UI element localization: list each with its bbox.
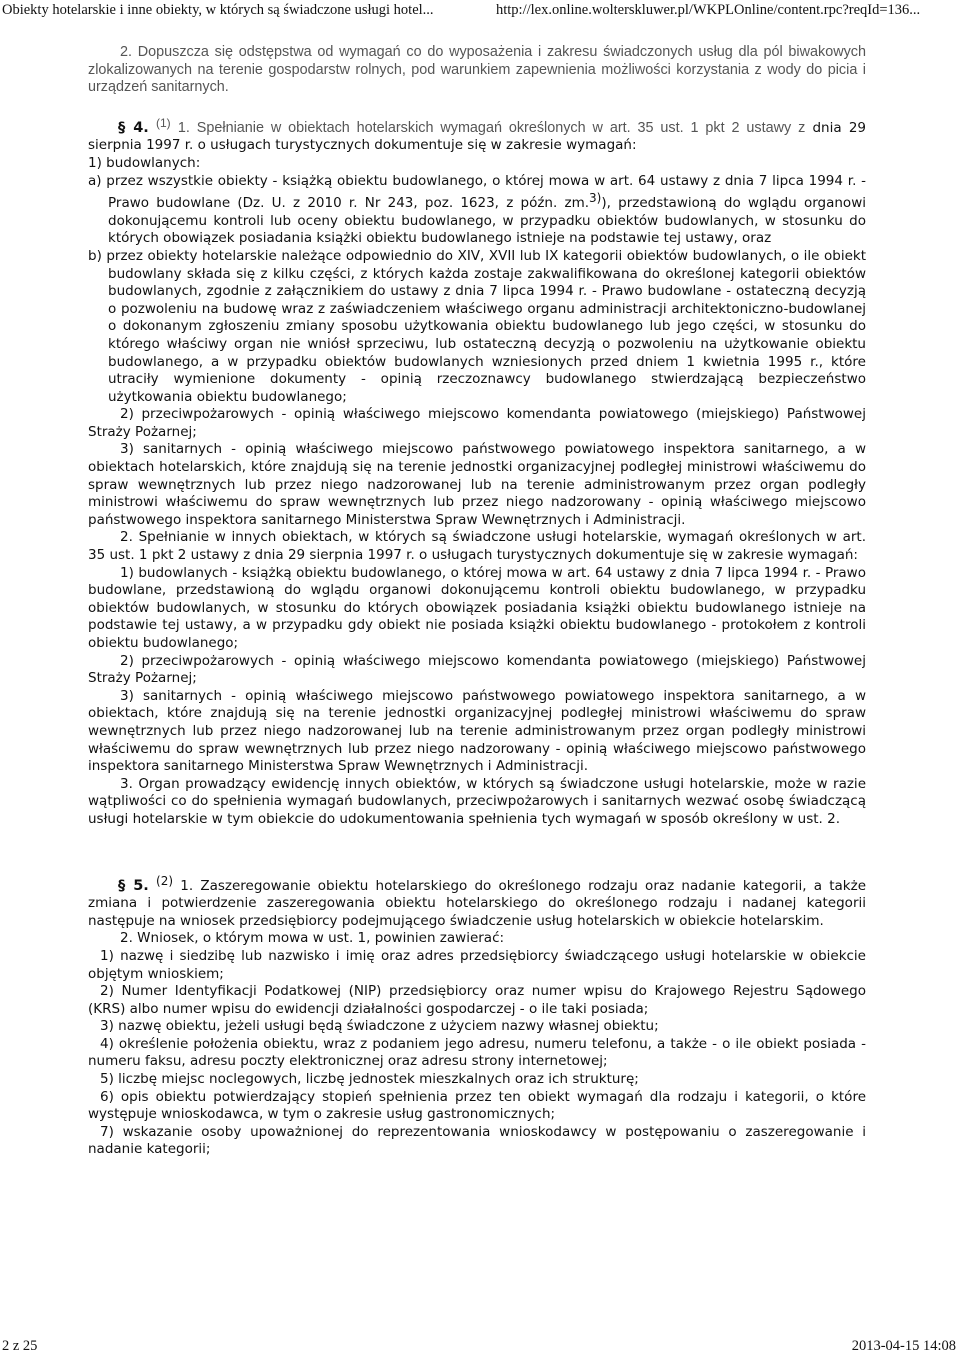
footnote-ref-3[interactable]: 3) [589,191,602,206]
print-footer [0,1338,960,1356]
s5-p1: 1. Zaszeregowanie obiektu hotelarskiego do określonego rodzaju oraz nadanie kategorii, a także zmiana i potwierdzenie zaszeregowania obiektu hotelarskiego do określonego rodzaju i nadanej kategorii następuje na wniosek przedsiębiorcy podejmującego świadczenie usług hotelarskich w obiekcie hotelarskim. [88,877,866,929]
document-body [88,44,866,1159]
section-4-heading [88,115,866,155]
s5-p2-item-2: 2) Numer Identyfikacji Podatkowej (NIP) przedsiębiorcy oraz numer wpisu do Krajowego Rejestru Sądowego (KRS) albo numer wpisu do ewidencji działalności gospodarczej - o ile taki posiada; [88,983,866,1017]
s4-p1-item-1b: b) przez obiekty hotelarskie należące odpowiednio do XIV, XVII lub IX kategorii obiektów budowlanych, o ile obiekt budowlany składa się z kilku części, z których każda zostaje zakwalifikowana do określonej kategorii obiektów budowlanych, zgodnie z załącznikiem do ustawy z dnia 7 lipca 1994 r. - Prawo budowlane - ostateczną decyzją o pozwoleniu na budowę wraz z zaświadczeniem właściwego organu administracji architektoniczno-budowlanej o dokonanym zgłoszeniu zmiany sposobu użytkowania obiektu budowlanego lub jego części, w stosunku do którego właściwy organ nie wniósł sprzeciwu, lub ostateczną decyzją o pozwoleniu na użytkowanie obiektu budowlanego, a w przypadku obiektów budowlanych wzniesionych przed dniem 1 kwietnia 1995 r., które utraciły wymienione dokumenty - opinią rzeczoznawcy budowlanego stwierdzającą bezpieczeństwo użytkowania obiektu budowlanego; [88,247,866,405]
document-title: Obiekty hotelarskie i inne obiekty, w których są świadczone usługi hotel... [2,2,434,18]
s5-p2-item-4: 4) określenie położenia obiektu, wraz z podaniem jego adresu, numeru telefonu, a także - o ile obiekt posiada - numeru faksu, adresu poczty elektronicznej oraz adresu strony internetowej; [88,1035,866,1070]
s4-p3: 3. Organ prowadzący ewidencję innych obiektów, w których są świadczone usługi hotelarskie, może w razie wątpliwości co do spełnienia wymagań budowlanych, przeciwpożarowych i sanitarnych wezwać osobę świadczącą usługi hotelarskie w tym obiekcie do udokumentowania spełnienia tych wymagań w sposób określony w ust. 2. [88,775,866,827]
s5-p2-item-5: 5) liczbę miejsc noclegowych, liczbę jednostek mieszkalnych oraz ich strukturę; [100,1071,639,1088]
s4-p2-item-2: 2) przeciwpożarowych - opinią właściwego miejscowo komendanta powiatowego (miejskiego) Państwowej Straży Pożarnej; [88,652,866,687]
s4-p1-item-2: 2) przeciwpożarowych - opinią właściwego miejscowo komendanta powiatowego (miejskiego) Państwowej Straży Pożarnej; [88,406,866,440]
s4-p2: 2. Spełnianie w innych obiektach, w których są świadczone usługi hotelarskie, wymagań określonych w art. 35 ust. 1 pkt 2 ustawy z dnia 29 sierpnia 1997 r. o usługach turystycznych dokumentuje się w zakresie wymagań: [88,529,866,564]
s4-p1-rest: dnia 29 sierpnia 1997 r. o usługach turystycznych dokumentuje się w zakresie wymagań: [88,119,867,154]
page-number: 2 z 25 [2,1338,38,1354]
s5-p2-item-6: 6) opis obiektu potwierdzający stopień spełnienia przez ten obiekt wymagań dla rodzaju i kategorii, o które występuje wnioskodawca, w tym o zakresie usług gastronomicznych; [88,1088,866,1123]
s4-p1-item-1: 1) budowlanych: [88,154,201,171]
s4-p2-item-3: 3) sanitarnych - opinią właściwego miejscowo państwowego powiatowego inspektora sanitarnego, a w obiektach, które znajdują się na terenie jednostki organizacyjnej podległej ministrowi właściwemu do spraw wewnętrznych lub przez niego nadzorowanej lub na terenie administrowanym przez organ podległy ministrowi właściwemu do spraw wewnętrznych lub przez niego nadzorowany - opinią właściwego miejscowo państwowego inspektora sanitarnego Ministerstwa Spraw Wewnętrznych i Administracji. [88,687,866,775]
s5-p2-item-1: 1) nazwę i siedzibę lub nazwisko i imię oraz adres przedsiębiorcy świadczącego usługi hotelarskie w obiekcie objętym wnioskiem; [88,947,866,982]
s4-p1-gray: 1. Spełnianie w obiektach hotelarskich wymagań określonych w art. 35 ust. 1 pkt 2 ustawy z [177,119,806,136]
s5-p2-item-3: 3) nazwę obiektu, jeżeli usługi będą świadczone z użyciem nazwy własnej obiektu; [100,1018,659,1035]
s5-p2-item-7: 7) wskazanie osoby upoważnionej do reprezentowania wnioskodawcy w postępowaniu o zaszeregowanie i nadanie kategorii; [88,1123,866,1158]
s4-p1-item-1a-text: a) przez wszystkie obiekty - książką obiektu budowlanego, o której mowa w art. 64 ustawy z dnia 7 lipca 1994 r. - Prawo budowlane (Dz. U. z 2010 r. Nr 243, poz. 1623, z późn. zm. [88,172,866,212]
footnote-ref-2[interactable]: (2) [156,873,174,888]
s5-p2: 2. Wniosek, o którym mowa w ust. 1, powinien zawierać: [120,930,505,947]
s4-p1-item-1a [88,173,866,248]
s4-p1-item-1a-rest: ), przedstawioną do wglądu organowi dokonującemu kontroli lub oceny obiektu budowlanego, w przypadku obiektów budowlanych, w stosunku do których obowiązek posiadania książki obiektu budowlanego istnieje na podstawie tej ustawy, oraz [108,195,866,247]
document-url[interactable]: http://lex.online.wolterskluwer.pl/WKPLOnline/content.rpc?reqId=136... [496,2,921,18]
print-header [0,0,960,22]
footnote-ref-1[interactable]: (1) [156,115,171,130]
paragraph-prev-2: 2. Dopuszcza się odstępstwa od wymagań co do wyposażenia i zakresu świadczonych usług dla pól biwakowych zlokalizowanych na terenie gospodarstw rolnych, pod warunkiem zapewnienia możliwości korzystania z wody do picia i urządzeń sanitarnych. [88,44,866,96]
s4-p1-item-3: 3) sanitarnych - opinią właściwego miejscowo państwowego powiatowego inspektora sanitarnego, a w obiektach hotelarskich, które znajdują się na terenie jednostki organizacyjnej podległej ministrowi właściwemu do spraw wewnętrznych lub przez niego nadzorowanej lub na terenie administrowanym przez organ podległy ministrowi właściwemu do spraw wewnętrznych lub przez niego nadzorowany - opinią właściwego miejscowo państwowego inspektora sanitarnego Ministerstwa Spraw Wewnętrznych i Administracji. [88,441,866,528]
print-datetime: 2013-04-15 14:08 [851,1338,956,1354]
section-5-heading [88,873,866,931]
section-5-number: § 5. [118,877,149,894]
section-4-number: § 4. [118,119,149,136]
s4-p2-item-1: 1) budowlanych - książką obiektu budowlanego, o której mowa w art. 64 ustawy z dnia 7 lipca 1994 r. - Prawo budowlane, przedstawioną do wglądu organowi dokonującemu kontroli obiektu budowlanego, w przypadku obiektów budowlanych, w stosunku do których obowiązek posiadania książki obiektu budowlanego istnieje na podstawie tej ustawy, a w przypadku gdy obiekt nie posiada książki obiektu budowlanego - protokołem z kontroli obiektu budowlanego; [88,564,866,651]
